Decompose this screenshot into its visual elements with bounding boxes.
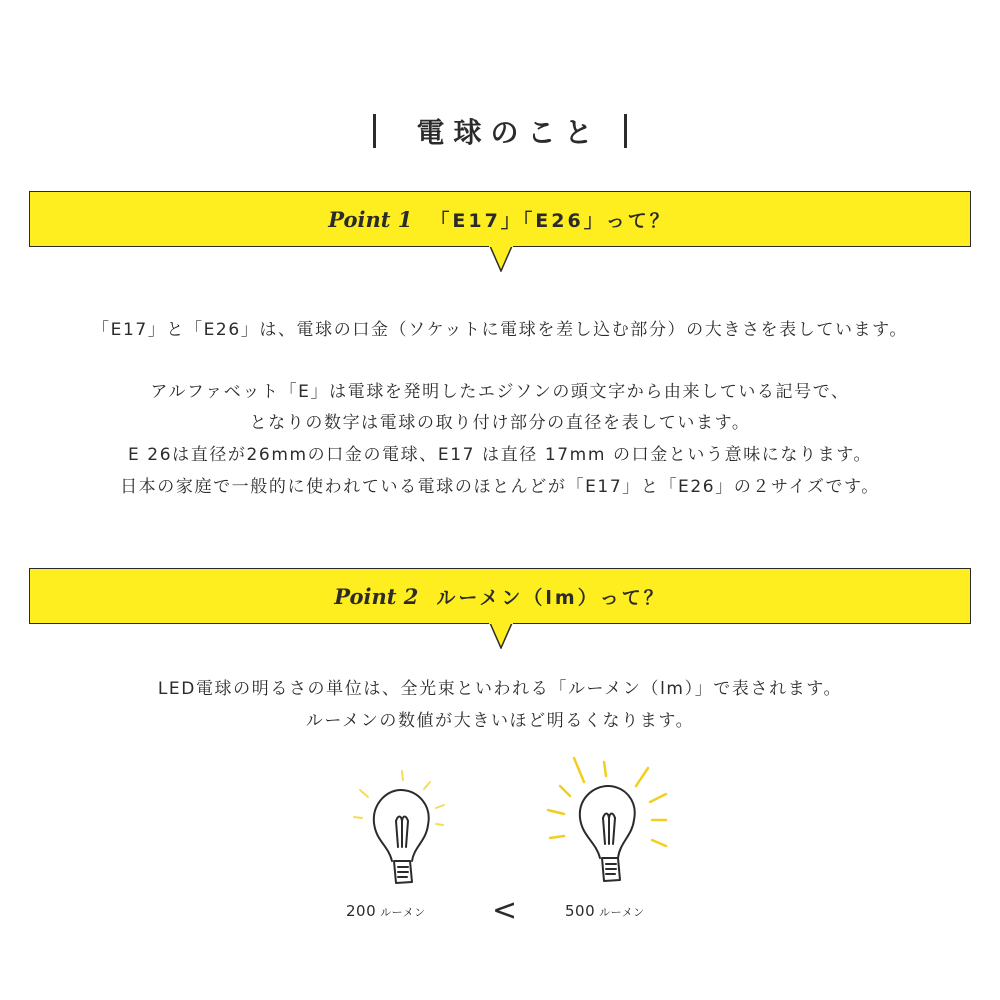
point2-label: Point 2 (334, 583, 419, 609)
point2-banner (29, 568, 971, 624)
caption-500-unit: ルーメン (599, 906, 645, 919)
caption-500-value: 500 (565, 902, 596, 920)
point2-line2: ルーメンの数値が大きいほど明るくなります。 (305, 711, 695, 731)
point1-line4: 日本の家庭で一般的に使われている電球のほとんどが「E17」と「E26」の２サイズです。 (120, 477, 880, 497)
point1-paragraph1: 「E17」と「E26」は、電球の口金（ソケットに電球を差し込む部分）の大きさを表しています。 (92, 320, 908, 340)
point1-line3: E 26は直径が26mmの口金の電球、E17 は直径 17mm の口金という意味になります。 (127, 445, 873, 465)
bulb-icon-bright (540, 748, 680, 888)
caption-200-unit: ルーメン (380, 906, 426, 919)
section-title-text: 電球のこと (416, 116, 602, 149)
point1-banner-tail (489, 246, 513, 272)
point2-heading: ルーメン（lm）って？ (436, 586, 666, 609)
section-title (0, 106, 1000, 156)
point1-line2: となりの数字は電球の取り付け部分の直径を表しています。 (249, 413, 751, 433)
point2-line1: LED電球の明るさの単位は、全光束といわれる「ルーメン（lm）」で表されます。 (157, 679, 843, 699)
caption-200-lumen (346, 902, 426, 920)
caption-200-value: 200 (346, 902, 377, 920)
point2-banner-tail (489, 623, 513, 649)
title-bar-right (624, 114, 627, 148)
point1-banner (29, 191, 971, 247)
less-than-symbol: < (492, 893, 518, 928)
point1-line1: アルファベット「E」は電球を発明したエジソンの頭文字から由来している記号で、 (150, 382, 850, 402)
point1-heading: 「E17」「E26」って？ (430, 209, 672, 232)
bulb-icon-dim (340, 765, 460, 890)
point1-label: Point 1 (328, 206, 413, 232)
caption-500-lumen (565, 902, 645, 920)
